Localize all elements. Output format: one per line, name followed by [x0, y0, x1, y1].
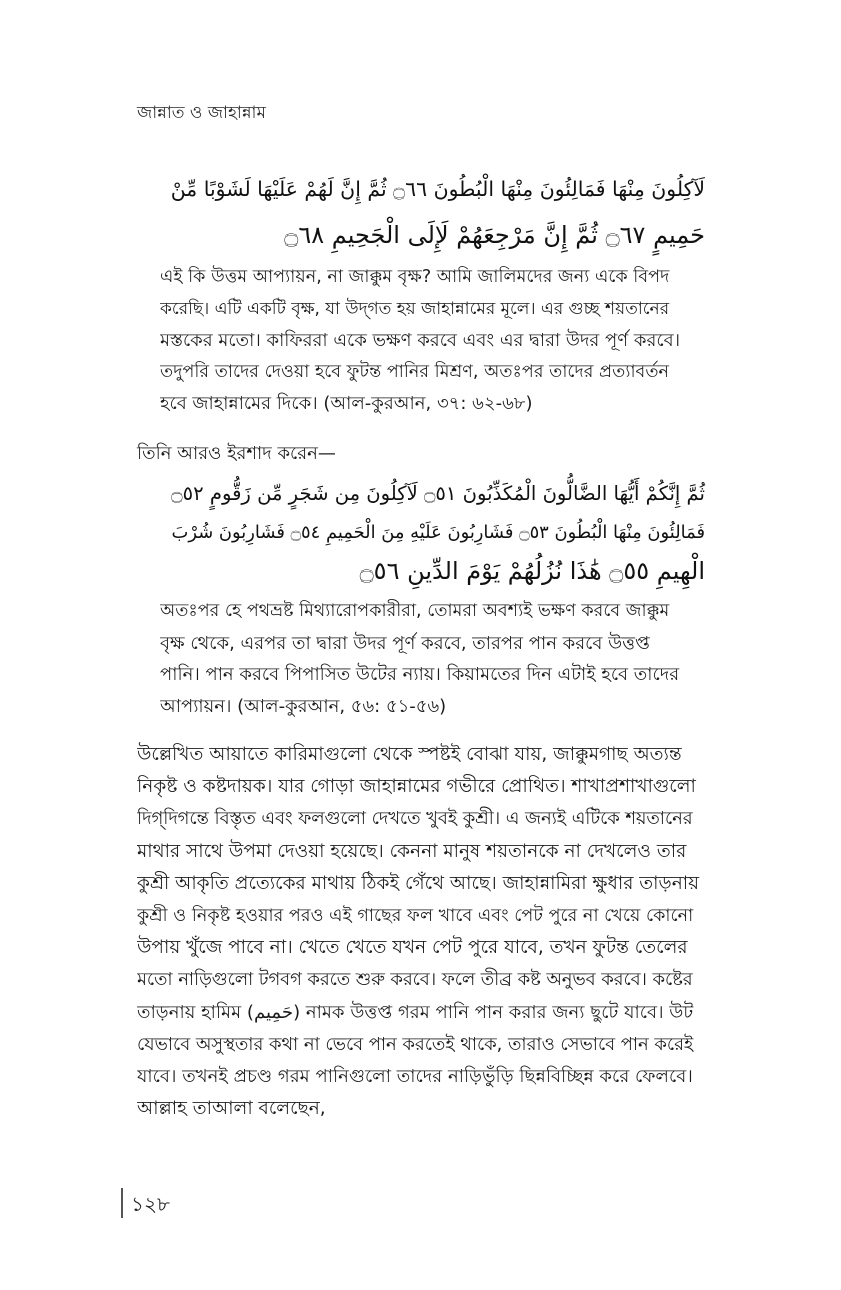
- page-number-rule: [121, 1188, 123, 1218]
- translation-line: অতঃপর হে পথভ্রষ্ট মিথ্যারোপকারীরা, তোমরা অবশ্যই ভক্ষণ করবে জাক্কুম: [160, 601, 670, 621]
- translation-line: এই কি উত্তম আপ্যায়ন, না জাক্কুম বৃক্ষ? আমি জালিমদের জন্য একে বিপদ: [160, 267, 670, 287]
- translation-line: বৃক্ষ থেকে, এরপর তা দ্বারা উদর পূর্ণ করবে, তারপর পান করবে উত্তপ্ত: [160, 632, 650, 654]
- body-line: যেভাবে অসুস্থতার কথা না ভেবে পান করতেই থাকে, তারাও সেভাবে পান করেই: [137, 1033, 694, 1055]
- page-number: ১২৮: [131, 1192, 170, 1216]
- body-line: মতো নাড়িগুলো টগবগ করতে শুরু করবে। ফলে তীব্র কষ্ট অনুভব করবে। কষ্টের: [137, 969, 693, 991]
- translation-line: করেছি। এটি একটি বৃক্ষ, যা উদ্‌গত হয় জাহান্নামের মূলে। এর গুচ্ছ শয়তানের: [160, 298, 670, 319]
- arabic-line: فَمَالِئُونَ مِنْهَا الْبُطُونَ ۝٥٣ فَشَارِبُونَ عَلَيْهِ مِنَ الْحَمِيمِ ۝٥٤ فَشَارِبُونَ شُرْبَ: [171, 522, 705, 543]
- body-line: উল্লেখিত আয়াতে কারিমাগুলো থেকে স্পষ্টই বোঝা যায়, জাক্কুমগাছ অত্যন্ত: [137, 744, 682, 765]
- quran-quote-2-arabic: [160, 474, 705, 591]
- body-line: যাবে। তখনই প্রচণ্ড গরম পানিগুলো তাদের নাড়িভুঁড়ি ছিন্নবিচ্ছিন্ন করে ফেলবে।: [137, 1066, 693, 1088]
- body-line: কুশ্রী আকৃতি প্রত্যেকের মাথায় ঠিকই গেঁথে আছে। জাহান্নামিরা ক্ষুধার তাড়নায়: [137, 872, 700, 894]
- quran-quote-2-translation: [160, 596, 680, 722]
- intro-line: তিনি আরও ইরশাদ করেন—: [137, 443, 336, 464]
- body-line: আল্লাহ তাআলা বলেছেন,: [137, 1098, 326, 1120]
- arabic-line: حَمِيمٍ ۝٦٧ ثُمَّ إِنَّ مَرْجِعَهُمْ لَإِلَى الْجَحِيمِ ۝٦٨: [284, 221, 705, 249]
- arabic-line: ثُمَّ إِنَّكُمْ أَيُّهَا الضَّالُّونَ الْمُكَذِّبُونَ ۝٥١ لَآكِلُونَ مِن شَجَرٍ مِّن زَقُّومٍ ۝٥٢: [171, 482, 705, 505]
- body-line: কুশ্রী ও নিকৃষ্ট হওয়ার পরও এই গাছের ফল খাবে এবং পেট পুরে না খেয়ে কোনো: [137, 906, 694, 927]
- body-line: তাড়নায় হামিম (حَمِيم) নামক উত্তপ্ত গরম পানি পান করার জন্য ছুটে যাবে। উট: [137, 1001, 694, 1023]
- translation-line: আপ্যায়ন। (আল-কুরআন, ৫৬: ৫১-৫৬): [160, 695, 447, 717]
- translation-line: তদুপরি তাদের দেওয়া হবে ফুটন্ত পানির মিশ্রণ, অতঃপর তাদের প্রত্যাবর্তন: [160, 361, 670, 382]
- body-line: উপায় খুঁজে পাবে না। খেতে খেতে যখন পেট পুরে যাবে, তখন ফুটন্ত তেলের: [137, 937, 688, 959]
- body-paragraph: [137, 739, 705, 1125]
- body-line: মাথার সাথে উপমা দেওয়া হয়েছে। কেননা মানুষ শয়তানকে না দেখলেও তার: [137, 840, 687, 862]
- arabic-line: لَآكِلُونَ مِنْهَا فَمَالِئُونَ مِنْهَا الْبُطُونَ ۝٦٦ ثُمَّ إِنَّ لَهُمْ عَلَيْهَا لَشَوْبًا مِّنْ: [170, 177, 705, 201]
- body-line: দিগ্‌দিগন্তে বিস্তৃত এবং ফলগুলো দেখতে খুবই কুশ্রী। এ জন্যই এটিকে শয়তানের: [137, 808, 693, 830]
- translation-line: হবে জাহান্নামের দিকে। (আল-কুরআন, ৩৭: ৬২-৬৮): [160, 393, 533, 414]
- running-head: জান্নাত ও জাহান্নাম: [137, 103, 266, 123]
- body-line: নিকৃষ্ট ও কষ্টদায়ক। যার গোড়া জাহান্নামের গভীরে প্রোথিত। শাখাপ্রশাখাগুলো: [137, 776, 696, 798]
- translation-line: মস্তকের মতো। কাফিররা একে ভক্ষণ করবে এবং এর দ্বারা উদর পূর্ণ করবে।: [160, 330, 680, 351]
- arabic-line: الْهِيمِ ۝٥٥ هَٰذَا نُزُلُهُمْ يَوْمَ الدِّينِ ۝٥٦: [359, 557, 705, 585]
- quran-quote-1-translation: [160, 262, 680, 420]
- quran-quote-1-arabic: [160, 166, 705, 258]
- translation-line: পানি। পান করবে পিপাসিত উটের ন্যায়। কিয়ামতের দিন এটাই হবে তাদের: [160, 664, 680, 685]
